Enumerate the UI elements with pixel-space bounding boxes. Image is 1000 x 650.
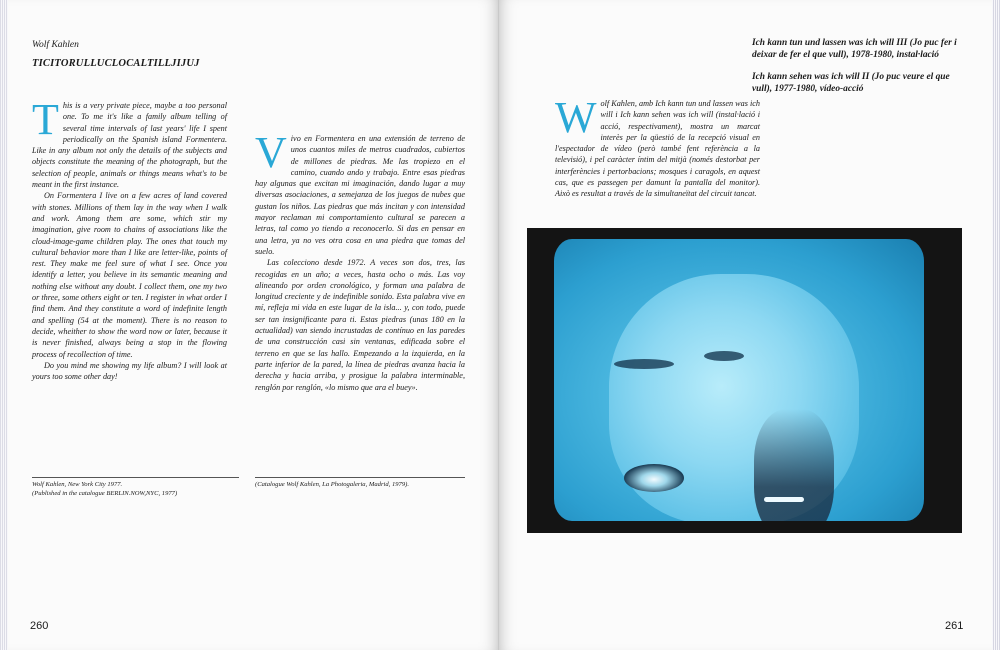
paragraph: olf Kahlen, amb Ich kann tun und lassen was ich will i Ich kann sehen was ich will (instal·lació i acció, respectivament), mostra un marcat interès per la qüestió de la recepció visual en l'espectador de vídeo (però també fent referència a la televisió), i pel caràcter íntim del mitjà (només destorbat per interferències i pertorbacions; mosques i caragols, en aquest cas, que es passegen per damunt la pantalla del monitor). Això es resultat a través de la simultaneïtat del circuit tancat. [555,99,760,199]
author-name: Wolf Kahlen [32,40,79,50]
work-title: Ich kann tun und lassen was ich will III (Jo puc fer i deixar de fer el que vull), 1978-1980, instal·lació [752,38,957,60]
catalan-text-column [555,93,760,200]
caption-rule [32,477,239,478]
work-titles [752,37,964,105]
page-number-right: 261 [945,620,964,632]
paragraph: ivo en Formentera en una extensión de terreno de unos cuantos miles de metros cuadrados, cubiertos de millones de piedras. Me las tropiezo en el camino, cuando ando y trabajo. Entre esas piedras hay algunas que excitan mi imaginación, dando lugar a muy diversas asociaciones, a semejanza de los juegos de nubes que gustan los niños. Las piedras que más incitan y con intensidad mayor reclaman mi comportamiento cultural se parecen a letras, tal como yo tiendo a reconocerlo. Si das en pensar en una letra, ya no ves otra cosa en una piedra que tomas del suelo. [255,134,465,256]
caption-line: (Published in the catalogue BERLIN.NOW,NYC, 1977) [32,489,178,497]
page-number-left: 260 [30,620,49,632]
shadow-shape [754,409,834,521]
paragraph: Las colecciono desde 1972. A veces son dos, tres, las recogidas en un año; a veces, hasta ocho o más. Las voy alineando por orden cronológico, y forman una palabra de longitud creciente y de indefinible sonido. Esta palabra vive en mí, refleja mi vida en este lugar de la isla... y, con todo, puede ser tan insignificante para ti. Estas piedras (unas 180 en la actualidad) van siendo incrustadas de contínuo en las paredes de una construcción casi sin ventanas, edificada sobre el terreno en que se las hallo. Empezando a la izquierda, en la parte inferior de la pared, la línea de piedras avanza hacia la derecha y hacia arriba, y prosigue la palabra interminable, renglón por renglón, «lo mismo que ara el buey». [255,258,465,392]
paragraph: On Formentera I live on a few acres of land covered with stones. Millions of them lay in the way when I walk and work. Among them are some, which stir my imagination, give room to chains of associations like the cloud-image-game children play. The ones that touch my cultural behavior more than I like are letter-like, points of rest. They make me feel sure of what I see. Once you identify a letter, you believe in its semantic meaning and nothing else without any doubt. I collect them, one my two or three, some others eight or ten. I register in what order I find them. And they constitute a word of indefinite length and spelling (54 at the moment). There is no reason to decide, wheither to show the word now or later, because it is never finished, always being a stop in the flowing process of recollection of time. [32,191,227,359]
page-edges-right [992,0,1000,650]
dropcap-t: T [32,95,59,144]
screen-glint [764,497,804,502]
spanish-text-column [255,128,465,393]
video-still-photo [527,228,962,533]
source-caption-english [32,481,232,498]
paragraph: his is a very private piece, maybe a too personal one. To me it's like a family album telling of several time intervals of last years' life I spent periodically on the Spanish island Formentera. Like in any album not only the details of the subjects and objects constitute the meaning of the photograph, but the selection of people, animals or things means what's to be meant in the first instance. [32,101,227,190]
english-text-column [32,95,227,382]
mouth-shape [624,464,684,492]
caption-rule [255,477,465,478]
work-title: Ich kann sehen was ich will II (Jo puc veure el que vull), 1977-1980, vídeo-acció [752,72,950,94]
monitor-screen [554,239,924,521]
piece-title: TICITORULLUCLOCALTILLJIJUJ [32,58,200,69]
left-page [0,0,499,650]
dropcap-w: W [555,93,597,142]
source-caption-spanish: (Catalogue Wolf Kahlen, La Photogaleria, Madrid, 1979). [255,481,409,488]
eye-shape [704,351,744,361]
eye-shape [614,359,674,369]
caption-line: Wolf Kahlen, New York City 1977. [32,481,123,488]
dropcap-v: V [255,128,287,177]
page-edges-left [0,0,8,650]
paragraph: Do you mind me showing my life album? I will look at yours too some other day! [32,360,227,382]
